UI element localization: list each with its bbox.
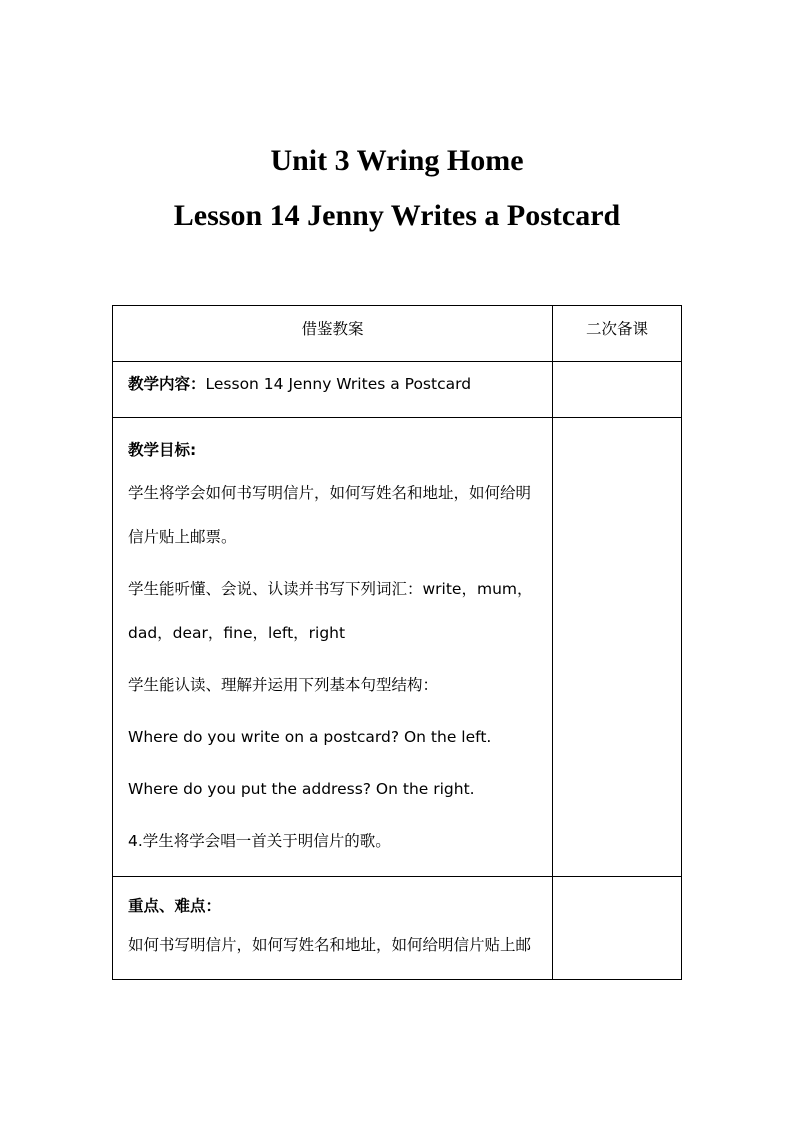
objective-line: 学生能听懂、会说、认读并书写下列词汇：write，mum，: [128, 580, 533, 598]
objectives-heading: 教学目标:: [128, 441, 197, 459]
table-row-content: [113, 362, 682, 418]
objective-line: Where do you put the address? On the right.: [128, 780, 475, 798]
objective-line: 信片贴上邮票。: [128, 528, 237, 546]
objectives-notes-cell: [553, 418, 682, 877]
table-row-objectives: [113, 418, 682, 877]
header-cell-reference-plan: 借鉴教案: [113, 306, 553, 362]
key-points-notes-cell: [553, 877, 682, 980]
key-points-line: 如何书写明信片，如何写姓名和地址，如何给明信片贴上邮: [128, 936, 532, 954]
document-subtitle: Lesson 14 Jenny Writes a Postcard: [173, 199, 621, 232]
objective-line: 学生将学会如何书写明信片，如何写姓名和地址，如何给明: [128, 484, 532, 502]
content-label: 教学内容：: [128, 375, 206, 393]
content-value: Lesson 14 Jenny Writes a Postcard: [205, 375, 472, 393]
content-notes-cell: [553, 362, 682, 418]
key-points-heading: 重点、难点：: [128, 897, 222, 915]
objective-line: 学生能认读、理解并运用下列基本句型结构：: [128, 676, 439, 694]
objective-line: Where do you write on a postcard? On the left.: [128, 728, 492, 746]
document-title: Unit 3 Wring Home: [270, 144, 524, 177]
content-cell: [113, 362, 553, 418]
key-points-cell: [113, 877, 553, 980]
table-header-row: [113, 306, 682, 362]
objective-line: dad，dear，fine，left，right: [128, 624, 346, 642]
objective-line: 4.学生将学会唱一首关于明信片的歌。: [128, 832, 391, 850]
lesson-plan-table: [112, 305, 682, 980]
objectives-cell: [113, 418, 553, 877]
header-cell-second-preparation: 二次备课: [553, 306, 682, 362]
table-row-key-points: [113, 877, 682, 980]
